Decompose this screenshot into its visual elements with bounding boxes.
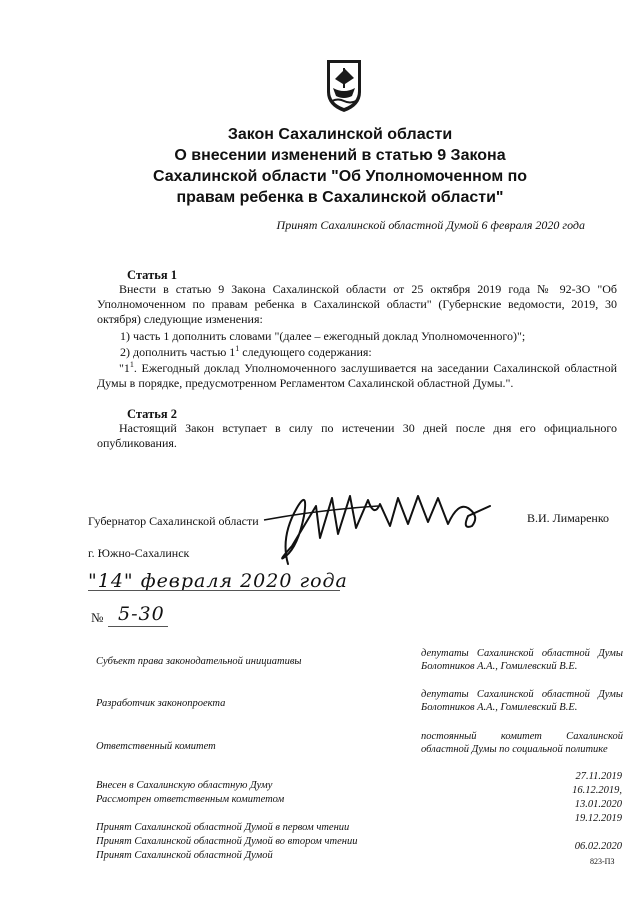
article-1-intro: Внести в статью 9 Закона Сахалинской области от 25 октября 2019 года № 92-ЗО "Об Уполномоченном по правам ребенка в Сахалинской области" (Губернские ведомости, 2019, 30 октября) следующие изменения: — [97, 282, 617, 326]
document-code: 823-ПЗ — [590, 857, 615, 866]
article-2-text: Настоящий Закон вступает в силу по истечении 30 дней после дня его официального опубликования. — [97, 421, 617, 450]
meta-label-developer: Разработчик законопроекта — [96, 698, 226, 709]
history-label: Внесен в Сахалинскую областную Думу — [96, 780, 273, 791]
history-date: 06.02.2020 — [574, 841, 622, 852]
quote-sup: 1 — [129, 360, 134, 369]
adoption-line: Принят Сахалинской областной Думой 6 февраля 2020 года — [276, 218, 585, 232]
history-date: 13.01.2020 — [574, 799, 622, 810]
article-1-item-2 — [120, 345, 620, 360]
meta-value-committee: постоянный комитет Сахалинской областной Думы по социальной политике — [421, 731, 623, 755]
article-1-quote — [97, 361, 617, 391]
title-line: Сахалинской области "Об Уполномоченном по — [152, 168, 528, 185]
article-1-heading: Статья 1 — [127, 268, 177, 282]
meta-value-initiative: депутаты Сахалинской областной Думы Болотников А.А., Гомилевский В.Е. — [421, 648, 623, 672]
law-title — [80, 124, 600, 208]
article-1-item-1: 1) часть 1 дополнить словами "(далее – ежегодный доклад Уполномоченного)"; — [120, 329, 526, 343]
history-date: 16.12.2019, — [572, 785, 622, 796]
history-label: Рассмотрен ответственным комитетом — [96, 794, 285, 805]
coat-of-arms-emblem — [324, 58, 364, 114]
quote-prefix: "1 — [119, 361, 130, 375]
meta-label-initiative: Субъект права законодательной инициативы — [96, 656, 302, 667]
item-2-sup: 1 — [235, 344, 240, 353]
signing-city: г. Южно-Сахалинск — [88, 546, 190, 560]
handwritten-number: 5-30 — [118, 603, 165, 625]
meta-value-developer: депутаты Сахалинской областной Думы Болотников А.А., Гомилевский В.Е. — [421, 689, 623, 713]
number-underline — [108, 626, 168, 627]
history-label: Принят Сахалинской областной Думой во втором чтении — [96, 836, 358, 847]
item-2-text: 2) дополнить частью 1 — [120, 345, 236, 359]
date-underline — [88, 590, 340, 591]
handwritten-date: "14" февраля 2020 года — [88, 570, 348, 592]
article-2-heading: Статья 2 — [127, 407, 177, 421]
signer-name: В.И. Лимаренко — [527, 511, 610, 525]
number-label: № — [91, 610, 104, 625]
history-date: 19.12.2019 — [574, 813, 622, 824]
handwritten-signature — [258, 476, 503, 572]
quote-text: . Ежегодный доклад Уполномоченного заслушивается на заседании Сахалинской областной Думы в порядке, предусмотренном Регламентом Сахалинской областной Думы.". — [97, 361, 617, 390]
history-label: Принят Сахалинской областной Думой в первом чтении — [96, 822, 350, 833]
history-date: 27.11.2019 — [575, 771, 622, 782]
title-line: Закон Сахалинской области — [227, 126, 453, 143]
history-label: Принят Сахалинской областной Думой — [96, 850, 273, 861]
title-line: О внесении изменений в статью 9 Закона — [174, 147, 506, 164]
signer-position: Губернатор Сахалинской области — [88, 514, 259, 528]
item-2-suffix: следующего содержания: — [239, 345, 372, 359]
meta-label-committee: Ответственный комитет — [96, 741, 216, 752]
title-line: правам ребенка в Сахалинской области" — [176, 189, 504, 206]
